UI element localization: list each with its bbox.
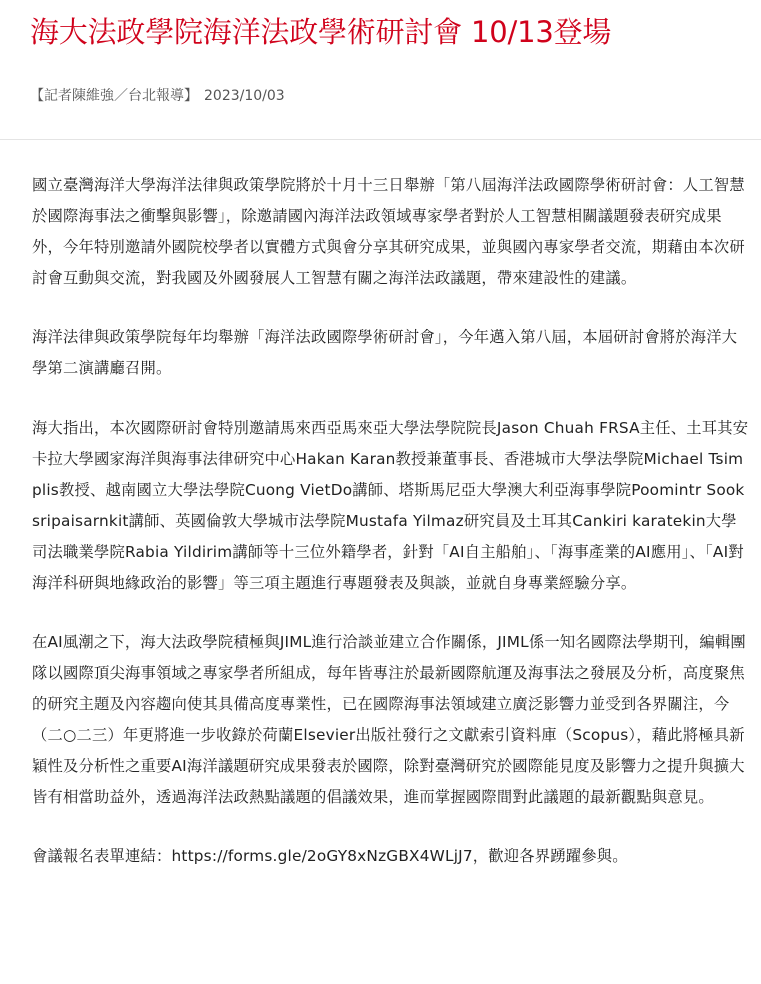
article-byline <box>30 86 291 106</box>
article-paragraph-4: 在AI風潮之下，海大法政學院積極與JIML進行洽談並建立合作關係，JIML係一知名國際法學期刊，編輯團隊以國際頂尖海事領域之專家學者所組成，每年皆專注於最新國際航運及海事法之發展及分析，高度聚焦的研究主題及內容趨向使其具備高度專業性，已在國際海事法領域建立廣泛影響力並受到各界關注，今（二○二三）年更將進一步收錄於荷蘭Elsevier出版社發行之文獻索引資料庫（Scopus），藉此將極具新穎性及分析性之重要AI海洋議題研究成果發表於國際，除對臺灣研究於國際能見度及影響力之提升與擴大皆有相當助益外，透過海洋法政熱點議題的倡議效果，進而掌握國際間對此議題的最新觀點與意見。 <box>32 633 746 806</box>
article-paragraph-1: 國立臺灣海洋大學海洋法律與政策學院將於十月十三日舉辦「第八屆海洋法政國際學術研討會：人工智慧於國際海事法之衝擊與影響」，除邀請國內海洋法政領域專家學者對於人工智慧相關議題發表研究成果外，今年特別邀請外國院校學者以實體方式與會分享其研究成果，並與國內專家學者交流，期藉由本次研討會互動與交流，對我國及外國發展人工智慧有關之海洋法政議題，帶來建設性的建議。 <box>32 176 745 287</box>
article-body <box>32 170 750 900</box>
article-title: 海大法政學院海洋法政學術研討會 10/13登場 <box>30 15 612 49</box>
reporter-credit: 【記者陳維強／台北報導】 <box>30 88 198 104</box>
registration-link-paragraph[interactable]: 會議報名表單連結：https://forms.gle/2oGY8xNzGBX4WLjJ7，歡迎各界踴躍參與。 <box>32 847 628 865</box>
publish-date: 2023/10/03 <box>204 88 285 104</box>
article-paragraph-3: 海大指出，本次國際研討會特別邀請馬來西亞馬來亞大學法學院院長Jason Chuah FRSA主任、土耳其安卡拉大學國家海洋與海事法律研究中心Hakan Karan教授兼董事長、香港城市大學法學院Michael Tsimplis教授、越南國立大學法學院Cuong VietDo講師、塔斯馬尼亞大學澳大利亞海事學院Poomintr Sooksripaisarnkit講師、英國倫敦大學城市法學院Mustafa Yilmaz研究員及土耳其Cankiri karatekin大學司法職業學院Rabia Yildirim講師等十三位外籍學者，針對「AI自主船舶」、「海事產業的AI應用」、「AI對海洋科研與地緣政治的影響」等三項主題進行專題發表及與談，並就自身專業經驗分享。 <box>32 419 749 592</box>
header-divider <box>0 139 761 140</box>
article-paragraph-2: 海洋法律與政策學院每年均舉辦「海洋法政國際學術研討會」，今年邁入第八屆，本屆研討會將於海洋大學第二演講廳召開。 <box>32 328 738 377</box>
